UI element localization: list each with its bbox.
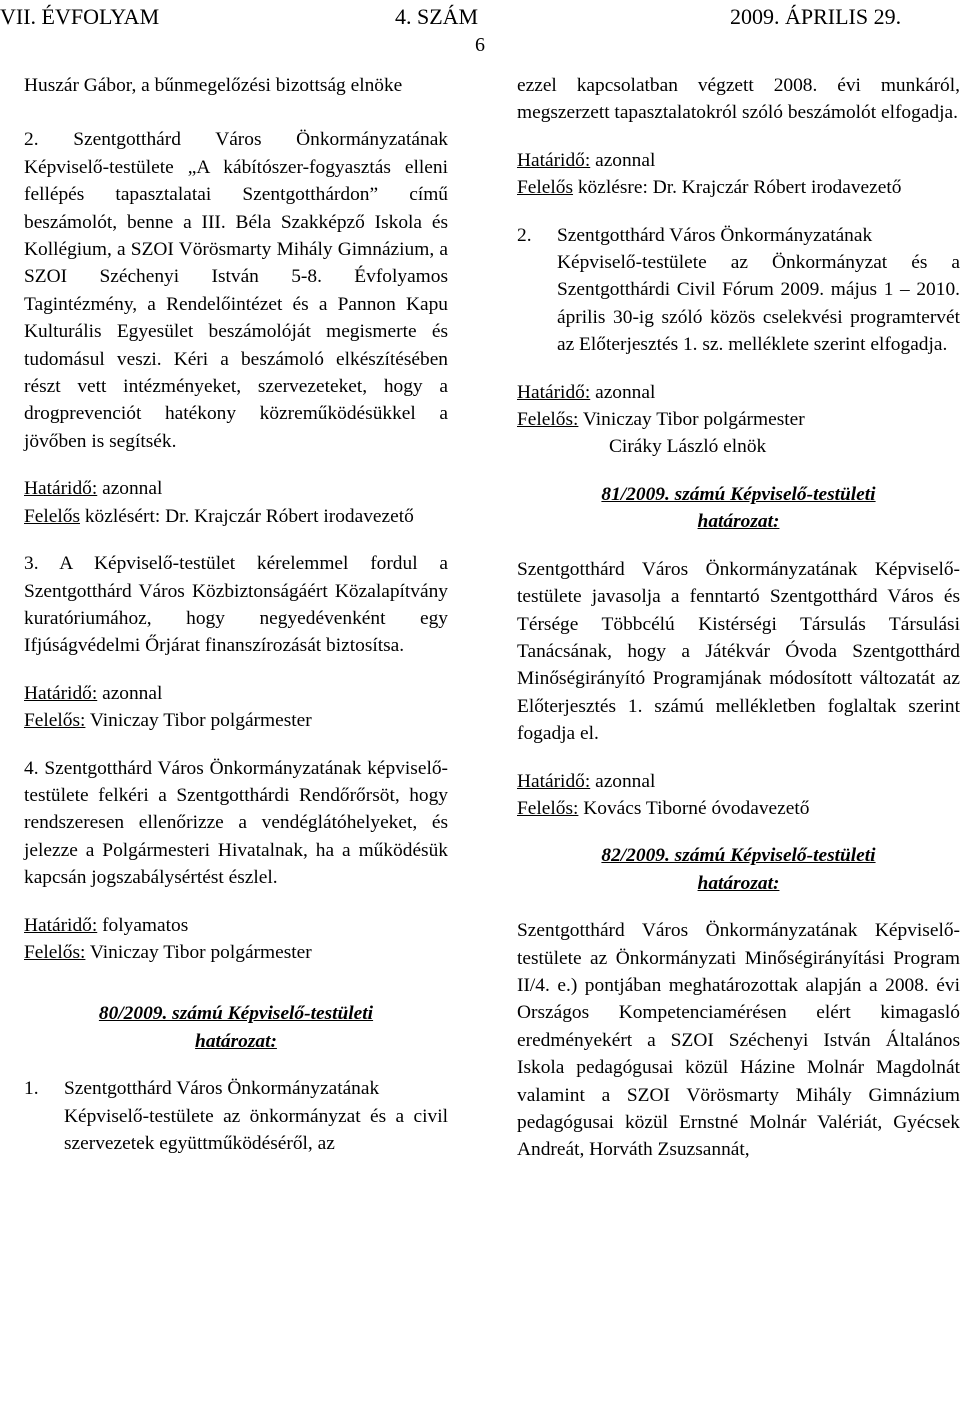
- responsible-value: Kovács Tiborné óvodavezető: [578, 797, 810, 819]
- page-number: 6: [475, 34, 485, 56]
- item-number: 2.: [517, 224, 532, 246]
- resolution-80-item-1: [24, 1075, 448, 1102]
- deadline-line: [24, 912, 448, 939]
- responsible-line: [517, 174, 960, 201]
- resolution-title-81: 81/2009. számú Képviselő-testületi: [601, 483, 876, 505]
- deadline-value: folyamatos: [97, 914, 189, 936]
- item-first-line: Szentgotthárd Város Önkormányzatának: [64, 1078, 380, 1100]
- responsible-line: [517, 795, 960, 822]
- decision-item-3: 3. A Képviselő-testület kérelemmel fordul a Szentgotthárd Város Közbiztonságáért Közalapítvány kuratóriumához, hogy negyedévenként egy Ifjúságvédelmi Őrjárat finanszírozását biztosítsa.: [24, 553, 448, 657]
- issue-label: 4. SZÁM: [395, 4, 479, 29]
- decision-item-2: 2. Szentgotthárd Város Önkormányzatának Képviselő-testülete „A kábítószer-fogyasztás elleni fellépés tapasztalatai Szentgotthárdon” című beszámolót, benne a III. Béla Szakképző Iskola és Kollégium, a SZOI Vörösmarty Mihály Gimnázium, a SZOI Széchenyi István 5-8. Évfolyamos Tagintézmény, a Rendelőintézet és a Pannon Kapu Kulturális Egyesület beszámolóját megismerte és tudomásul veszi. Kéri a beszámoló elkészítésében részt vett intézményeket, szervezeteket, hogy a drogprevenciót hatékony közreműködésükkel a jövőben is segítsék.: [24, 129, 448, 452]
- continued-text: ezzel kapcsolatban végzett 2008. évi munkáról, megszerzett tapasztalatokról szóló beszámolót elfogadja.: [517, 75, 960, 124]
- deadline-line: [517, 768, 960, 795]
- responsible-label: Felelős: [517, 177, 574, 199]
- deadline-label: Határidő:: [24, 478, 98, 500]
- deadline-line: [24, 475, 448, 502]
- responsible-label: Felelős: [24, 505, 81, 527]
- deadline-label: Határidő:: [24, 914, 98, 936]
- resolution-subtitle-80: határozat:: [195, 1030, 277, 1052]
- responsible-value: Viniczay Tibor polgármester: [85, 710, 312, 732]
- item-number: 1.: [24, 1078, 39, 1100]
- resolution-subtitle-82: határozat:: [697, 872, 780, 894]
- responsible-line: [24, 503, 448, 530]
- right-column: [517, 72, 960, 1164]
- deadline-line: [24, 680, 448, 707]
- volume-label: VII. ÉVFOLYAM: [0, 4, 160, 29]
- deadline-value: azonnal: [97, 682, 163, 704]
- page-header: [0, 2, 960, 32]
- deadline-label: Határidő:: [517, 381, 591, 403]
- deadline-line: [517, 147, 960, 174]
- decision-item-2: [517, 222, 960, 249]
- responsible-value: közlésért: Dr. Krajczár Róbert irodavezető: [80, 505, 414, 527]
- responsible-extra: Ciráky László elnök: [609, 436, 767, 458]
- responsible-line: [24, 939, 448, 966]
- resolution-82-text: Szentgotthárd Város Önkormányzatának Képviselő-testülete az Önkormányzati Minőségirányítási Program II/4. e.) pontjában meghatározottak alapján a 2008. évi Országos Kompetenciamérésen elért kimagasló eredményekért a SZOI Széchenyi István Általános Iskola pedagógusai közül Házine Molnár Magdolnát valamint a SZOI Vörösmarty Mihály Gimnázium pedagógusai közül Ernstné Molnár Valériát, Gyécsek Andreát, Horváth Zsuzsannát,: [517, 920, 960, 1161]
- responsible-label: Felelős:: [517, 409, 579, 431]
- intro-signature: Huszár Gábor, a bűnmegelőzési bizottság elnöke: [24, 75, 403, 96]
- deadline-label: Határidő:: [517, 770, 591, 792]
- deadline-line: [517, 379, 960, 406]
- item-continuation: Képviselő-testülete az Önkormányzat és a Szentgotthárdi Civil Fórum 2009. május 1 – 2010. április 30-ig szóló közös cselekvési programtervét az Előterjesztés 1. sz. melléklete szerint elfogadja.: [557, 252, 960, 356]
- item-continuation: Képviselő-testülete az önkormányzat és a civil szervezetek együttműködéséről, az: [64, 1105, 448, 1154]
- resolution-81-text: Szentgotthárd Város Önkormányzatának Képviselő-testülete javasolja a fenntartó Szentgotthárd Város és Térsége Többcélú Kistérségi Társulás Társulási Tanácsának, hogy a Játékvár Óvoda Szentgotthárd Minőségirányító Programjának módosított változatát az Előterjesztés 1. számú mellékletben foglaltak szerint fogadja el.: [517, 558, 960, 745]
- deadline-label: Határidő:: [517, 149, 591, 171]
- resolution-title-82: 82/2009. számú Képviselő-testületi: [601, 845, 876, 867]
- responsible-line: [24, 707, 448, 734]
- responsible-line: [517, 406, 960, 433]
- item-first-line: Szentgotthárd Város Önkormányzatának: [557, 224, 873, 246]
- deadline-value: azonnal: [590, 381, 656, 403]
- deadline-value: azonnal: [97, 478, 163, 500]
- decision-item-4: 4. Szentgotthárd Város Önkormányzatának képviselő-testülete felkéri a Szentgotthárdi Rendőrőrsöt, hogy rendszeresen ellenőrizze a vendéglátóhelyeket, és jelezze a Polgármesteri Hivatalnak, ha a működésük kapcsán jogszabálysértést észlel.: [24, 757, 448, 889]
- date-label: 2009. ÁPRILIS 29.: [730, 4, 902, 29]
- responsible-label: Felelős:: [24, 941, 86, 963]
- resolution-title-80: 80/2009. számú Képviselő-testületi: [98, 1003, 374, 1025]
- deadline-value: azonnal: [590, 770, 656, 792]
- responsible-label: Felelős:: [517, 797, 579, 819]
- responsible-value: közlésre: Dr. Krajczár Róbert irodavezető: [573, 177, 902, 199]
- responsible-label: Felelős:: [24, 710, 86, 732]
- left-column: [24, 72, 448, 1157]
- deadline-value: azonnal: [590, 149, 656, 171]
- responsible-value: Viniczay Tibor polgármester: [578, 409, 805, 431]
- resolution-subtitle-81: határozat:: [697, 511, 780, 533]
- responsible-value: Viniczay Tibor polgármester: [85, 941, 312, 963]
- deadline-label: Határidő:: [24, 682, 98, 704]
